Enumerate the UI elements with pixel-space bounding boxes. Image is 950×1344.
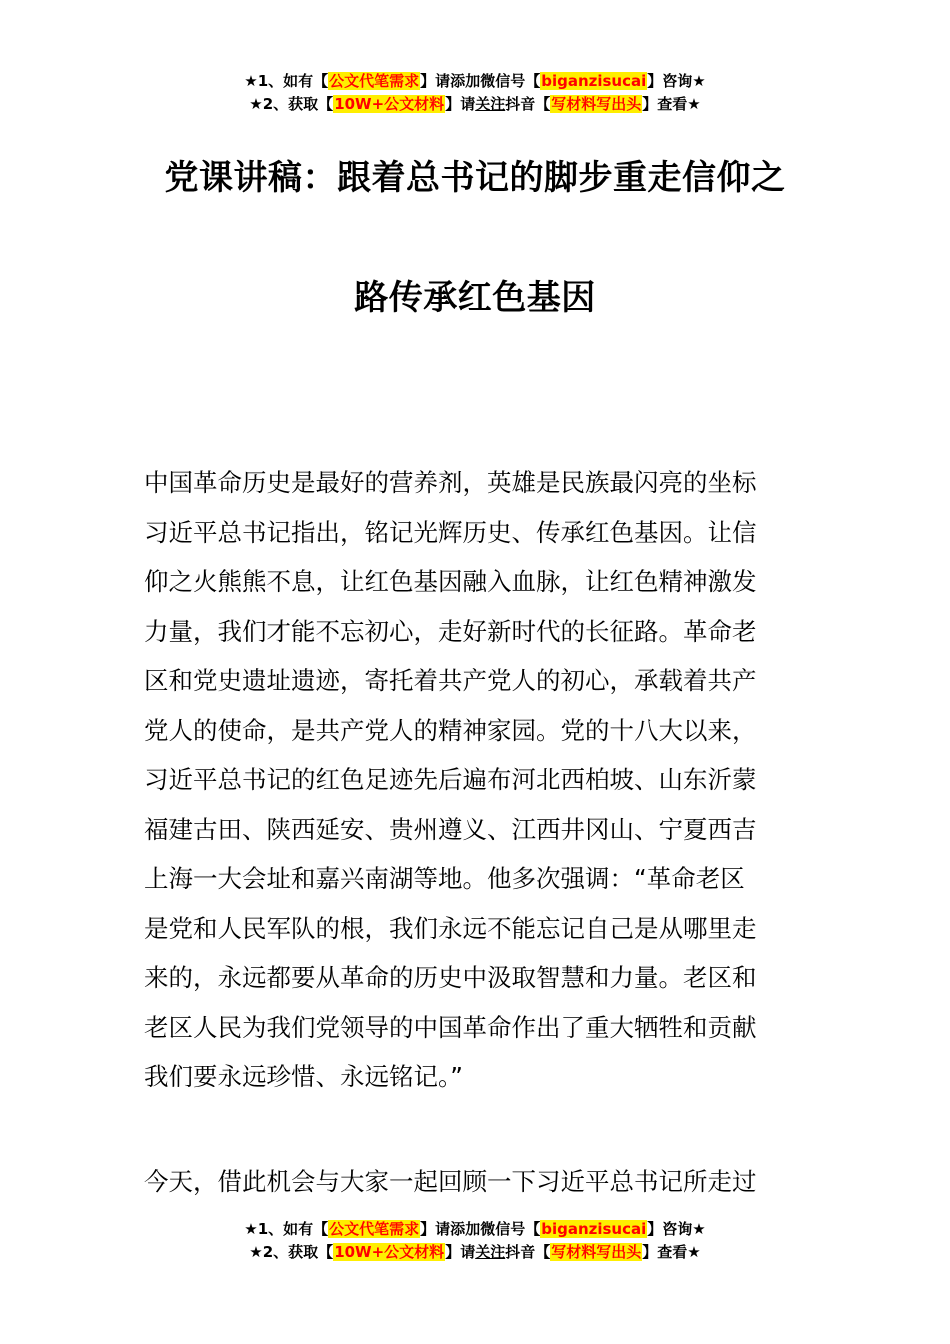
document-title-line-2: 路传承红色基因 <box>354 278 596 318</box>
footer-ad-line-1: ★1、如有【公文代笔需求】请添加微信号【biganzisucai】咨询★ <box>244 1220 706 1238</box>
body-paragraph-2 <box>144 1157 806 1207</box>
paragraph-line: 区和党史遗址遗迹，寄托着共产党人的初心，承载着共产 <box>144 666 757 695</box>
ad-highlight-materials: 10W+公文材料 <box>334 1243 445 1261</box>
ad-highlight-service: 公文代笔需求 <box>329 72 420 90</box>
paragraph-line: 福建古田、陕西延安、贵州遵义、江西井冈山、宁夏西吉 <box>144 814 757 844</box>
paragraph-line: 习近平总书记指出，铭记光辉历史、传承红色基因。让信 <box>144 517 757 547</box>
ad-highlight-douyin: 写材料写出头 <box>551 1243 642 1261</box>
paragraph-line: 老区人民为我们党领导的中国革命作出了重大牺牲和贡献 <box>144 1012 757 1042</box>
footer-ad-line-2: ★2、获取【10W+公文材料】请关注抖音【写材料写出头】查看★ <box>249 1243 701 1261</box>
document-title-line-1: 党课讲稿：跟着总书记的脚步重走信仰之 <box>164 158 786 198</box>
paragraph-line: 党人的使命，是共产党人的精神家园。党的十八大以来， <box>144 715 757 745</box>
paragraph-line: 中国革命历史是最好的营养剂，英雄是民族最闪亮的坐标 <box>144 468 757 497</box>
paragraph-line: 我们要永远珍惜、永远铭记。” <box>144 1062 463 1091</box>
ad-highlight-wechat-id: biganzisucai <box>541 72 647 90</box>
paragraph-line: 上海一大会址和嘉兴南湖等地。他多次强调：“革命老区 <box>144 864 745 893</box>
ad-highlight-materials: 10W+公文材料 <box>334 95 445 113</box>
ad-highlight-douyin: 写材料写出头 <box>551 95 642 113</box>
paragraph-line: 力量，我们才能不忘初心，走好新时代的长征路。革命老 <box>144 616 757 646</box>
paragraph-line: 习近平总书记的红色足迹先后遍布河北西柏坡、山东沂蒙 <box>144 765 757 794</box>
paragraph-line: 仰之火熊熊不息，让红色基因融入血脉，让红色精神激发 <box>144 567 757 596</box>
header-ad <box>0 70 950 116</box>
header-ad-line-1: ★1、如有【公文代笔需求】请添加微信号【biganzisucai】咨询★ <box>244 72 706 90</box>
ad-highlight-service: 公文代笔需求 <box>329 1220 420 1238</box>
body-paragraph-1 <box>144 458 806 1102</box>
ad-highlight-wechat-id: biganzisucai <box>541 1220 647 1238</box>
paragraph-line: 今天，借此机会与大家一起回顾一下习近平总书记所走过 <box>144 1167 757 1196</box>
header-ad-line-2: ★2、获取【10W+公文材料】请关注抖音【写材料写出头】查看★ <box>249 95 701 113</box>
paragraph-line: 来的，永远都要从革命的历史中汲取智慧和力量。老区和 <box>144 963 757 992</box>
paragraph-line: 是党和人民军队的根，我们永远不能忘记自己是从哪里走 <box>144 913 757 943</box>
footer-ad <box>0 1218 950 1264</box>
